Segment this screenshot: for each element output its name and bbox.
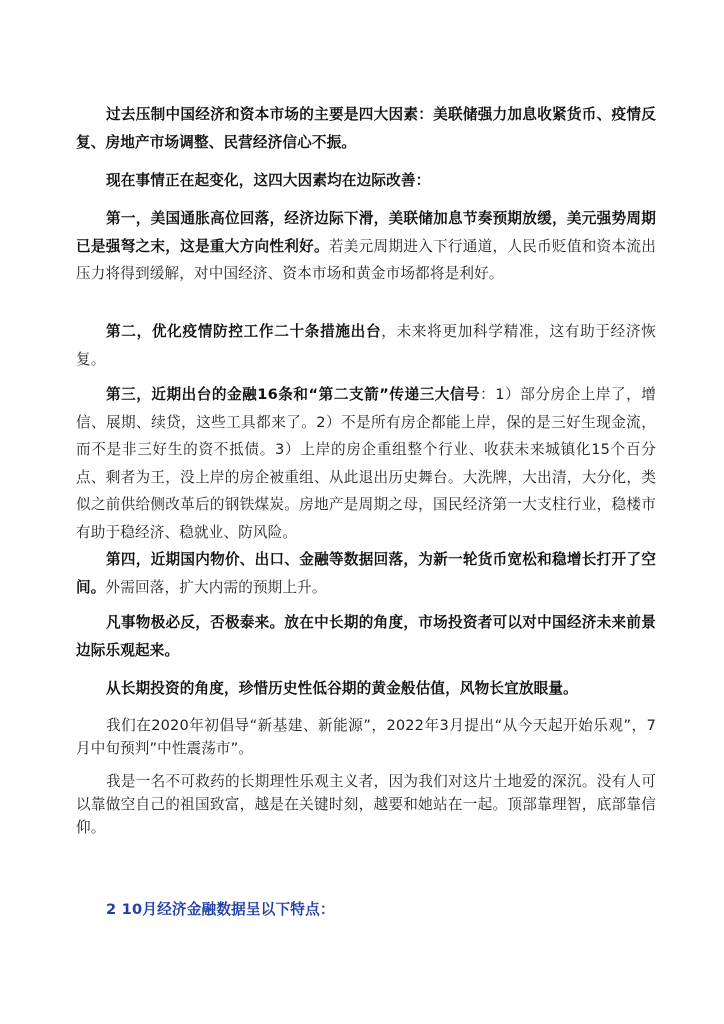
- paragraph-improving: [76, 167, 656, 195]
- paragraph-first-point: [76, 205, 656, 288]
- section-heading: 2 10月经济金融数据呈以下特点：: [106, 901, 335, 918]
- bold-text: 现在事情正在起变化，这四大因素均在边际改善：: [106, 172, 431, 189]
- bold-text: 第三，近期出台的金融16条和“第二支箭”传递三大信号: [106, 386, 481, 403]
- paragraph-second-point: [76, 318, 656, 373]
- bold-text: 从长期投资的角度，珍惜历史性低谷期的黄金般估值，风物长宜放眼量。: [106, 680, 578, 697]
- paragraph-outlook: [76, 609, 656, 664]
- bold-text: 第二，优化疫情防控工作二十条措施出台: [106, 323, 382, 340]
- paragraph-long-term: [76, 675, 656, 703]
- paragraph-third-point: [76, 381, 656, 546]
- bold-text: 第一，美国通胀高位回落，经济边际下滑，美联储加息节奏预期放缓，美元强势周期已是强弩之末，这是重大方向性利好。: [76, 210, 656, 255]
- body-text: ，未来将更加科学精准，这有助于经济恢复。: [76, 323, 657, 368]
- body-text: 若美元周期进入下行通道，人民币贬值和资本流出压力将得到缓解，对中国经济、资本市场和黄金市场都将是利好。: [76, 237, 656, 282]
- paragraph-history: [76, 714, 656, 760]
- paragraph-four-factors: [76, 101, 656, 156]
- body-text: 我们在2020年初倡导“新基建、新能源”，2022年3月提出“从今天起开始乐观”，7月中旬预判”中性震荡市”。: [76, 717, 656, 757]
- body-text: ：1）部分房企上岸了，增信、展期、续贷，这些工具都来了。2）不是所有房企都能上岸，保的是三好生现金流，而不是非三好生的资不抵债。3）上岸的房企重组整个行业、收获未来城镇化15个百分点、剩者为王，没上岸的房企被重组、从此退出历史舞台。大洗牌，大出清，大分化，类似之前供给侧改革后的钢铁煤炭。房地产是周期之母，国民经济第一大支柱行业，稳楼市有助于稳经济、稳就业、防风险。: [76, 386, 656, 541]
- bold-text: 过去压制中国经济和资本市场的主要是四大因素：美联储强力加息收紧货币、疫情反复、房地产市场调整、民营经济信心不振。: [76, 106, 656, 151]
- bold-text: 凡事物极必反，否极泰来。放在中长期的角度，市场投资者可以对中国经济未来前景边际乐观起来。: [76, 614, 656, 659]
- paragraph-optimist: [76, 770, 656, 839]
- bold-text: 第四，近期国内物价、出口、金融等数据回落，为新一轮货币宽松和稳增长打开了空间。: [76, 551, 656, 596]
- body-text: 我是一名不可救药的长期理性乐观主义者，因为我们对这片土地爱的深沉。没有人可以靠做空自己的祖国致富，越是在关键时刻，越要和她站在一起。顶部靠理智，底部靠信仰。: [76, 773, 656, 836]
- paragraph-fourth-point: [76, 546, 656, 601]
- body-text: 外需回落，扩大内需的预期上升。: [105, 578, 327, 596]
